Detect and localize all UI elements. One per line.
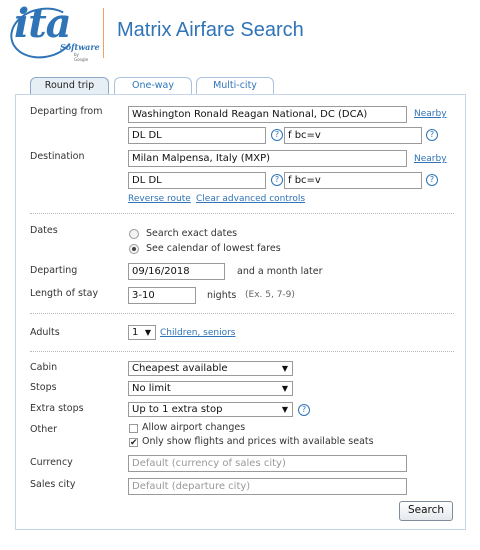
section-divider <box>30 351 454 352</box>
clear-advanced-link[interactable]: Clear advanced controls <box>196 194 306 204</box>
departing-date-input[interactable]: 09/16/2018 <box>128 263 225 280</box>
routing-help-icon[interactable]: ? <box>271 129 283 141</box>
allow-airport-changes-label: Allow airport changes <box>142 422 246 433</box>
length-of-stay-label: Length of stay <box>30 288 99 299</box>
chevron-down-icon: ▼ <box>281 384 288 393</box>
extra-stops-label: Extra stops <box>30 403 84 414</box>
header-divider <box>103 8 104 58</box>
length-of-stay-input[interactable]: 3-10 <box>128 287 196 304</box>
other-label: Other <box>30 424 57 435</box>
routing-help-icon[interactable]: ? <box>271 174 283 186</box>
departing-label: Departing <box>30 265 78 276</box>
departing-from-input[interactable]: Washington Ronald Reagan National, DC (DCA) <box>128 106 407 123</box>
adults-value: 1 <box>132 327 139 338</box>
exact-dates-label: Search exact dates <box>146 228 238 239</box>
sales-city-input[interactable]: Default (departure city) <box>128 478 407 495</box>
section-divider <box>30 313 454 314</box>
length-hint: (Ex. 5, 7-9) <box>245 290 295 300</box>
chevron-down-icon: ▼ <box>144 328 151 337</box>
departing-from-label: Departing from <box>30 106 103 117</box>
adults-select[interactable] <box>128 325 156 340</box>
departing-nearby-link[interactable]: Nearby <box>414 109 447 119</box>
chevron-down-icon: ▼ <box>281 364 288 373</box>
available-seats-checkbox[interactable]: ✔ <box>130 438 138 448</box>
section-divider <box>30 213 454 214</box>
ita-software-logo[interactable] <box>14 0 100 62</box>
allow-airport-changes-checkbox[interactable] <box>129 424 138 433</box>
children-seniors-link[interactable]: Children, seniors <box>160 328 236 338</box>
reverse-route-link[interactable]: Reverse route <box>128 194 191 204</box>
extension-help-icon[interactable]: ? <box>426 129 438 141</box>
destination-input[interactable]: Milan Malpensa, Italy (MXP) <box>128 150 407 167</box>
stops-select[interactable] <box>128 381 293 396</box>
sales-city-label: Sales city <box>30 479 76 490</box>
tab-one-way[interactable]: One-way <box>114 77 192 94</box>
tab-round-trip[interactable]: Round trip <box>30 77 109 95</box>
chevron-down-icon: ▼ <box>281 405 288 414</box>
cabin-label: Cabin <box>30 362 58 373</box>
cabin-select[interactable] <box>128 361 293 376</box>
stops-label: Stops <box>30 382 57 393</box>
currency-label: Currency <box>30 457 73 468</box>
stops-value: No limit <box>132 383 171 394</box>
dates-label: Dates <box>30 225 58 236</box>
calendar-label: See calendar of lowest fares <box>146 243 281 254</box>
logo-text: ita <box>14 0 71 47</box>
destination-nearby-link[interactable]: Nearby <box>414 154 447 164</box>
departing-suffix: and a month later <box>237 266 323 277</box>
currency-input[interactable]: Default (currency of sales city) <box>128 455 407 472</box>
app-header <box>0 0 480 68</box>
calendar-radio[interactable] <box>129 244 139 254</box>
departing-routing-input[interactable]: DL DL <box>128 127 266 144</box>
extension-help-icon[interactable]: ? <box>426 174 438 186</box>
page-title: Matrix Airfare Search <box>117 19 304 41</box>
destination-label: Destination <box>30 151 85 162</box>
cabin-value: Cheapest available <box>132 363 228 374</box>
logo-byline: by Google <box>74 52 89 62</box>
nights-label: nights <box>207 290 237 301</box>
search-form-panel <box>15 94 466 530</box>
extra-stops-select[interactable] <box>128 402 293 417</box>
departing-extension-input[interactable]: f bc=v <box>284 127 422 144</box>
adults-label: Adults <box>30 327 60 338</box>
destination-routing-input[interactable]: DL DL <box>128 172 266 189</box>
search-button[interactable]: Search <box>399 501 453 521</box>
available-seats-label: Only show flights and prices with available seats <box>142 436 374 447</box>
logo-subtext: Software <box>60 42 100 52</box>
extra-stops-value: Up to 1 extra stop <box>132 404 223 415</box>
tab-multi-city[interactable]: Multi-city <box>196 77 274 94</box>
exact-dates-radio[interactable] <box>129 229 139 239</box>
destination-extension-input[interactable]: f bc=v <box>284 172 422 189</box>
extra-stops-help-icon[interactable]: ? <box>298 404 310 416</box>
